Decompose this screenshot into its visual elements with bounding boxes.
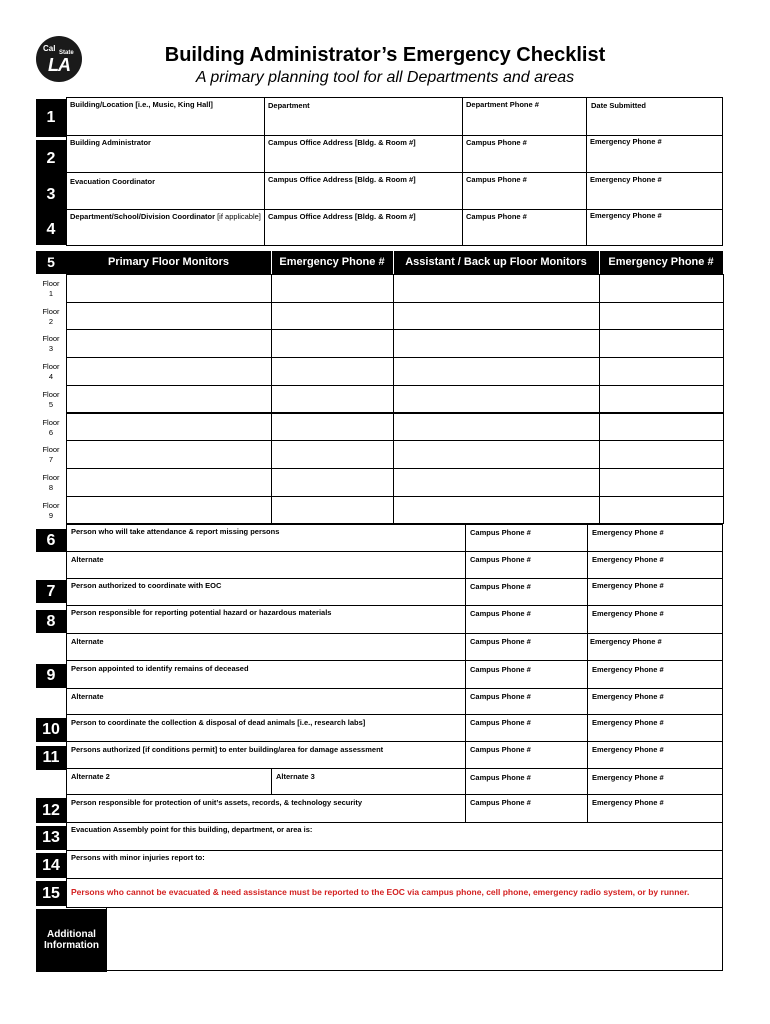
primary-emergency-phone-field-floor-1[interactable] [271,274,394,303]
hazard-alt-emergency-phone-label: Emergency Phone # [590,637,662,646]
floor-label-6 [36,418,66,438]
remains-alt-emergency-phone-label: Emergency Phone # [592,692,664,701]
section-number-14: 14 [36,853,66,878]
backup-emergency-phone-field-floor-5[interactable] [599,385,724,414]
evacuation-coordinator-label: Evacuation Coordinator [70,177,156,186]
floor-word: Floor [42,445,60,455]
cal-state-la-logo: Cal State LA [36,36,82,82]
primary-monitor-field-floor-2[interactable] [66,302,272,331]
damage-campus-phone-label: Campus Phone # [470,745,531,754]
section-number-9: 9 [36,664,66,688]
floor-number: 7 [48,455,54,465]
section-number-15: 15 [36,881,66,906]
backup-monitor-field-floor-3[interactable] [393,329,600,358]
section-number-3: 3 [36,177,66,213]
primary-monitor-field-floor-3[interactable] [66,329,272,358]
remains-alt-campus-phone-label: Campus Phone # [470,692,531,701]
remains-alternate-label: Alternate [71,692,104,701]
backup-emergency-phone-field-floor-1[interactable] [599,274,724,303]
additional-information-label [36,909,107,972]
floor-number: 1 [48,289,54,298]
backup-monitor-field-floor-1[interactable] [393,274,600,303]
emergency-phone-heading-2: Emergency Phone # [599,251,723,274]
floor-word: Floor [42,500,60,510]
header-divider [393,251,394,274]
hazard-reporter-label: Person responsible for reporting potential hazard or hazardous materials [71,608,332,617]
department-phone-label: Department Phone # [466,100,539,109]
hazard-campus-phone-label: Campus Phone # [470,609,531,618]
emergency-phone-heading-1: Emergency Phone # [271,251,393,274]
floor-word: Floor [42,362,60,372]
evacuation-assistance-text: Persons who cannot be evacuated & need assistance must be reported to the EOC via campus phone, cell phone, emergency radio system, or by runner. [71,887,690,897]
floor-word: Floor [42,472,60,482]
primary-monitor-field-floor-8[interactable] [66,468,272,497]
hazard-alternate-label: Alternate [71,637,104,646]
additional-information-field[interactable] [106,907,723,971]
primary-emergency-phone-field-floor-9[interactable] [271,496,394,525]
hazard-alternate-field[interactable] [66,633,466,661]
division-address-label: Campus Office Address [Bldg. & Room #] [268,212,416,221]
additional-label-line2: Information [44,940,99,951]
asset-campus-phone-label: Campus Phone # [470,798,531,807]
attendance-person-label: Person who will take attendance & report missing persons [71,527,280,536]
building-location-label: Building/Location [i.e., Music, King Hall] [70,100,213,109]
eoc-coordinator-label: Person authorized to coordinate with EOC [71,581,222,590]
damage-assessment-label: Persons authorized [if conditions permit] to enter building/area for damage assessment [71,745,384,754]
backup-monitor-field-floor-9[interactable] [393,496,600,525]
admin-emergency-phone-label: Emergency Phone # [590,137,662,146]
section-number-7: 7 [36,580,66,603]
backup-emergency-phone-field-floor-3[interactable] [599,329,724,358]
primary-emergency-phone-field-floor-3[interactable] [271,329,394,358]
remains-campus-phone-label: Campus Phone # [470,665,531,674]
backup-emergency-phone-field-floor-2[interactable] [599,302,724,331]
backup-emergency-phone-field-floor-6[interactable] [599,413,724,442]
primary-emergency-phone-field-floor-7[interactable] [271,440,394,469]
primary-monitor-field-floor-4[interactable] [66,357,272,386]
section-number-12: 12 [36,798,66,823]
section-number-1: 1 [36,99,66,137]
damage-alt-emergency-phone-label: Emergency Phone # [592,773,664,782]
backup-monitor-field-floor-2[interactable] [393,302,600,331]
primary-monitor-field-floor-9[interactable] [66,496,272,525]
section-number-4: 4 [36,213,66,245]
attendance-alternate-label: Alternate [71,555,104,564]
remains-alternate-field[interactable] [66,688,466,715]
section-number-2: 2 [36,140,66,178]
backup-emergency-phone-field-floor-7[interactable] [599,440,724,469]
floor-label-4 [36,362,66,382]
minor-injuries-label: Persons with minor injuries report to: [71,853,205,862]
remains-emergency-phone-label: Emergency Phone # [592,665,664,674]
backup-floor-monitors-heading: Assistant / Back up Floor Monitors [393,251,599,274]
primary-emergency-phone-field-floor-6[interactable] [271,413,394,442]
remains-identifier-label: Person appointed to identify remains of deceased [71,664,249,673]
primary-emergency-phone-field-floor-4[interactable] [271,357,394,386]
attendance-alt-campus-phone-label: Campus Phone # [470,555,531,564]
coordinator-address-label: Campus Office Address [Bldg. & Room #] [268,175,416,184]
date-submitted-label: Date Submitted [591,101,647,110]
floor-word: Floor [42,417,60,427]
floor-label-5 [36,390,66,410]
attendance-alt-emergency-phone-label: Emergency Phone # [592,555,664,564]
primary-monitor-field-floor-6[interactable] [66,413,272,442]
damage-alternate-3-label: Alternate 3 [276,772,315,781]
backup-monitor-field-floor-5[interactable] [393,385,600,414]
primary-emergency-phone-field-floor-5[interactable] [271,385,394,414]
section-number-10: 10 [36,718,66,742]
section-number-11: 11 [36,746,66,770]
floor-label-8 [36,473,66,493]
division-coordinator-note: [if applicable] [215,212,261,221]
animal-disposal-label: Person to coordinate the collection & disposal of dead animals [i.e., research labs] [71,718,366,727]
floor-word: Floor [42,279,60,288]
hazard-alt-campus-phone-label: Campus Phone # [470,637,531,646]
floor-number: 4 [48,372,54,382]
division-coordinator-label [70,212,261,221]
floor-number: 2 [48,316,54,326]
eoc-emergency-phone-label: Emergency Phone # [592,581,664,590]
damage-alt-campus-phone-label: Campus Phone # [470,773,531,782]
admin-address-label: Campus Office Address [Bldg. & Room #] [268,138,416,147]
building-administrator-label: Building Administrator [70,138,151,147]
division-campus-phone-label: Campus Phone # [466,212,527,221]
animal-campus-phone-label: Campus Phone # [470,718,531,727]
primary-emergency-phone-field-floor-2[interactable] [271,302,394,331]
damage-alternate-2-label: Alternate 2 [71,772,110,781]
section-number-13: 13 [36,826,66,850]
department-label: Department [268,101,310,110]
animal-emergency-phone-label: Emergency Phone # [592,718,664,727]
assembly-point-label: Evacuation Assembly point for this building, department, or area is: [71,825,313,834]
backup-monitor-field-floor-6[interactable] [393,413,600,442]
floor-label-7 [36,445,66,465]
backup-monitor-field-floor-7[interactable] [393,440,600,469]
floor-word: Floor [42,389,60,399]
eoc-campus-phone-label: Campus Phone # [470,582,531,591]
floor-monitors-grid [36,274,724,524]
page-title: Building Administrator’s Emergency Checklist [164,44,606,66]
floor-word: Floor [42,334,60,344]
primary-monitor-field-floor-5[interactable] [66,385,272,414]
attendance-emergency-phone-label: Emergency Phone # [592,528,664,537]
section-number-5: 5 [36,251,66,274]
backup-emergency-phone-field-floor-4[interactable] [599,357,724,386]
floor-label-2 [36,307,66,327]
primary-floor-monitors-heading: Primary Floor Monitors [66,251,271,274]
floor-number: 6 [48,427,54,437]
section-number-8: 8 [36,610,66,633]
admin-campus-phone-label: Campus Phone # [466,138,527,147]
backup-emergency-phone-field-floor-9[interactable] [599,496,724,525]
floor-number: 3 [48,344,54,354]
damage-emergency-phone-label: Emergency Phone # [592,745,664,754]
primary-monitor-field-floor-7[interactable] [66,440,272,469]
backup-emergency-phone-field-floor-8[interactable] [599,468,724,497]
division-coordinator-text: Department/School/Division Coordinator [70,212,216,221]
header-divider [599,251,600,274]
section-number-6: 6 [36,529,66,552]
floor-label-3 [36,334,66,354]
additional-label-line1: Additional [47,929,96,940]
coordinator-campus-phone-label: Campus Phone # [466,175,527,184]
attendance-alternate-field[interactable] [66,551,466,579]
header-divider [271,251,272,274]
floor-number: 9 [48,510,54,520]
backup-monitor-field-floor-4[interactable] [393,357,600,386]
attendance-campus-phone-label: Campus Phone # [470,528,531,537]
coordinator-emergency-phone-label: Emergency Phone # [590,175,662,184]
floor-number: 5 [48,399,54,409]
asset-emergency-phone-label: Emergency Phone # [592,798,664,807]
primary-emergency-phone-field-floor-8[interactable] [271,468,394,497]
floor-label-1 [36,279,66,299]
floor-label-9 [36,501,66,521]
asset-protection-label: Person responsible for protection of unit’s assets, records, & technology security [71,798,363,807]
primary-monitor-field-floor-1[interactable] [66,274,272,303]
floor-word: Floor [42,306,60,316]
page-subtitle: A primary planning tool for all Departments and areas [195,69,575,86]
backup-monitor-field-floor-8[interactable] [393,468,600,497]
floor-number: 8 [48,482,54,492]
division-emergency-phone-label: Emergency Phone # [590,211,662,220]
hazard-emergency-phone-label: Emergency Phone # [592,609,664,618]
